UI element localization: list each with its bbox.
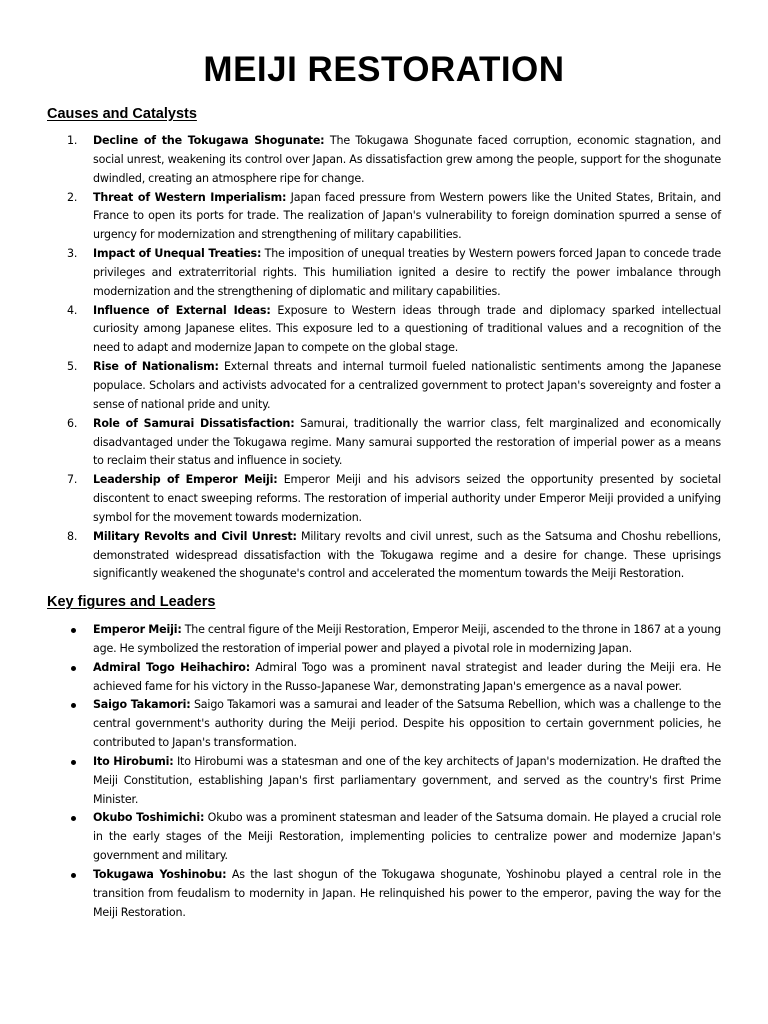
section-heading-key-figures: Key figures and Leaders (47, 594, 216, 610)
bullet-icon (71, 816, 76, 821)
list-item (93, 866, 721, 923)
item-text: Japan faced pressure from Western powers like the United States, Britain, and France to open its ports for trade. The realization of Japan's vulnerability to foreign domination spurred a sense of urgency for modernization and strengthening of military capabilities. (93, 190, 721, 242)
list-item (67, 189, 721, 246)
item-text: Emperor Meiji and his advisors seized the opportunity presented by societal discontent to enact sweeping reforms. The restoration of imperial authority under Emperor Meiji provided a unifying symbol for the movement towards modernization. (93, 473, 722, 524)
item-text: Admiral Togo was a prominent naval strategist and leader during the Meiji era. He achieved fame for his victory in the Russo-Japanese War, demonstrating Japan's emergence as a naval power. (93, 660, 721, 693)
list-number: 7. (67, 473, 78, 487)
list-item (67, 528, 722, 585)
item-text: The Tokugawa Shogunate faced corruption, economic stagnation, and social unrest, weakening its control over Japan. As dissatisfaction grew among the people, support for the shogunate dwindled, creating an atmosphere ripe for change. (93, 134, 722, 185)
list-number: 5. (67, 360, 78, 374)
item-term: Threat of Western Imperialism: (93, 190, 287, 204)
item-term: Leadership of Emperor Meiji: (93, 473, 278, 487)
item-term: Influence of External Ideas: (93, 303, 271, 317)
item-text: As the last shogun of the Tokugawa shogunate, Yoshinobu played a central role in the transition from feudalism to modernity in Japan. He relinquished his power to the emperor, paving the way for the Meiji Restoration. (93, 867, 722, 919)
item-text: Military revolts and civil unrest, such as the Satsuma and Choshu rebellions, demonstrated widespread dissatisfaction with the Tokugawa regime and a desire for change. These uprisings significantly weakened the shogunate's control and accelerated the momentum towards the Meiji Restoration. (93, 529, 722, 581)
list-item (93, 753, 721, 810)
item-text: Saigo Takamori was a samurai and leader of the Satsuma Rebellion, which was a challenge to the central government's authority during the Meiji period. Despite his opposition to certain government policies, he contributed to Japan's transformation. (93, 698, 721, 750)
list-item (67, 358, 721, 415)
item-term: Military Revolts and Civil Unrest: (93, 529, 297, 543)
list-item (93, 696, 721, 753)
bullet-icon (71, 703, 76, 708)
list-item (67, 415, 722, 472)
list-number: 4. (67, 303, 78, 317)
list-item (93, 621, 721, 659)
key-figures-bulleted-list (93, 621, 721, 923)
item-term: Decline of the Tokugawa Shogunate: (93, 134, 325, 147)
list-number: 8. (67, 529, 78, 543)
item-text: Ito Hirobumi was a statesman and one of the key architects of Japan's modernization. He drafted the Meiji Constitution, establishing Japan's first parliamentary government, and served as the country's first Prime Minister. (93, 754, 722, 806)
document-title: MEIJI RESTORATION (203, 50, 565, 89)
item-term: Impact of Unequal Treaties: (93, 247, 262, 261)
bullet-icon (71, 628, 76, 633)
list-number: 2. (67, 190, 78, 204)
list-item (67, 471, 722, 528)
list-item (67, 132, 722, 189)
list-item (67, 302, 721, 359)
bullet-icon (71, 873, 76, 878)
item-term: Role of Samurai Dissatisfaction: (93, 416, 295, 430)
item-text: Samurai, traditionally the warrior class, felt marginalized and economically disadvantaged under the Tokugawa regime. Many samurai supported the restoration of imperial power as a means to reclaim their status and influence in society. (93, 416, 722, 468)
item-term: Ito Hirobumi: (93, 754, 174, 768)
item-term: Tokugawa Yoshinobu: (93, 867, 227, 881)
list-item (67, 245, 722, 302)
section-heading-causes: Causes and Catalysts (47, 106, 197, 122)
list-number: 3. (67, 247, 78, 261)
bullet-icon (71, 760, 76, 765)
item-term: Okubo Toshimichi: (93, 811, 205, 825)
item-text: Okubo was a prominent statesman and leader of the Satsuma domain. He played a crucial role in the early stages of the Meiji Restoration, implementing policies to centralize power and modernize Japan's government and military. (93, 811, 722, 863)
list-item (93, 809, 721, 866)
item-term: Rise of Nationalism: (93, 360, 219, 374)
item-term: Admiral Togo Heihachiro: (93, 660, 250, 674)
item-text: The central figure of the Meiji Restoration, Emperor Meiji, ascended to the throne in 1867 at a young age. He symbolized the restoration of imperial power and played a pivotal role in modernizing Japan. (93, 623, 722, 655)
list-number: 6. (67, 416, 78, 430)
list-number: 1. (67, 134, 78, 147)
item-text: Exposure to Western ideas through trade and diplomacy sparked intellectual curiosity among Japanese elites. This exposure led to a questioning of traditional values and a recognition of the need to adapt and modernize Japan to compete on the global stage. (93, 303, 721, 355)
item-term: Emperor Meiji: (93, 623, 182, 636)
list-item (93, 659, 721, 697)
item-term: Saigo Takamori: (93, 698, 191, 712)
bullet-icon (71, 666, 76, 671)
causes-numbered-list (67, 132, 722, 584)
item-text: The imposition of unequal treaties by Western powers forced Japan to concede trade privileges and extraterritorial rights. This humiliation ignited a desire to rectify the power imbalance through modernization and the strengthening of diplomatic and military capabilities. (93, 247, 722, 298)
item-text: External threats and internal turmoil fueled nationalistic sentiments among the Japanese populace. Scholars and activists advocated for a centralized government to protect Japan's sovereignty and foster a sense of national pride and unity. (93, 360, 721, 411)
